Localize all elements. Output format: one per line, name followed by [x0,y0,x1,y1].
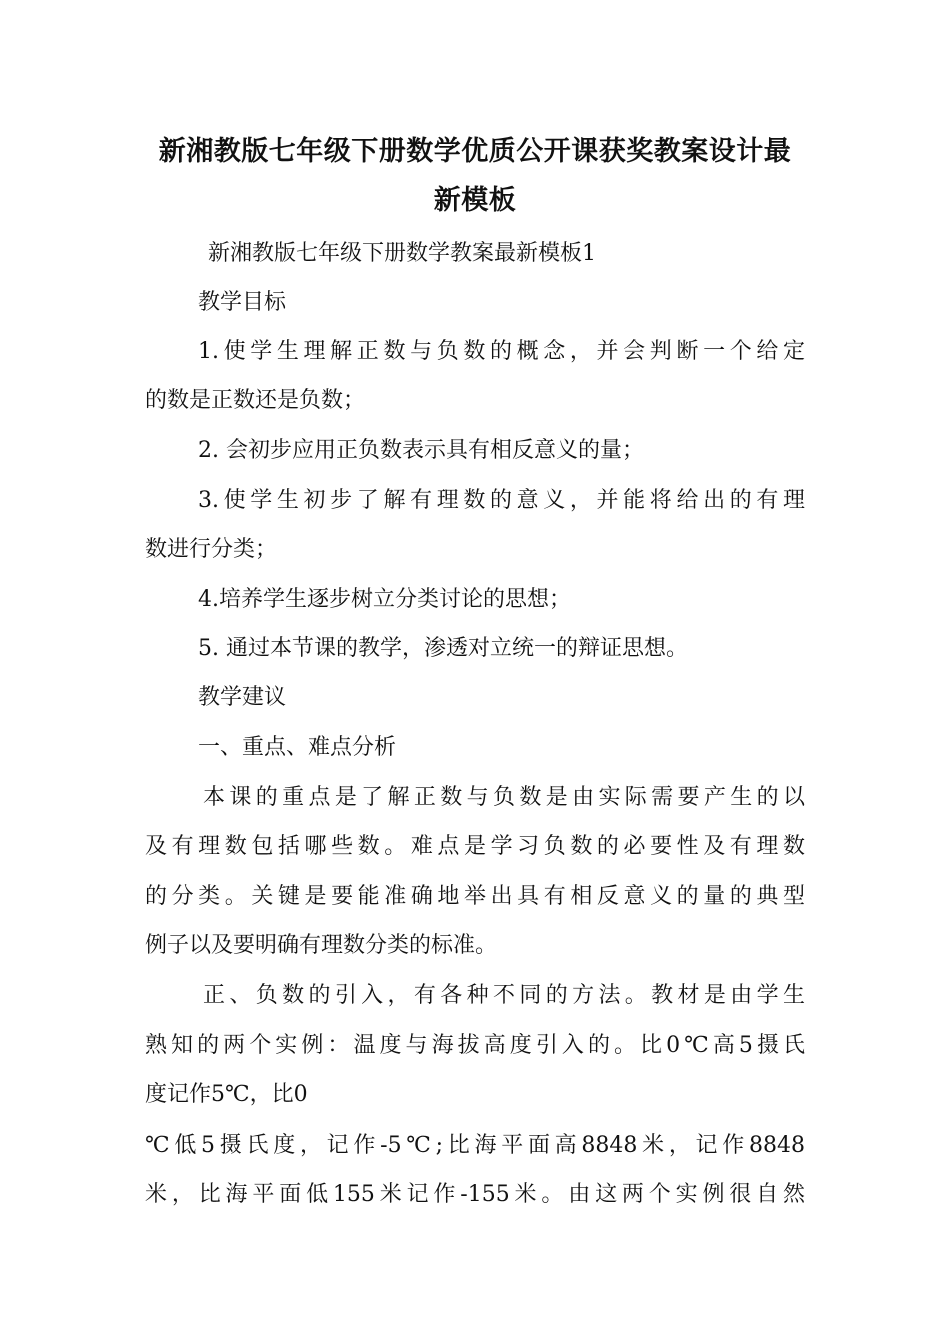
paragraph-2-line-1: 正、负数的引入，有各种不同的方法。教材是由学生 [203,983,805,1008]
heading-teaching-suggestions: 教学建议 [198,685,287,710]
paragraph-2-line-3: 度记作5℃，比0 [145,1082,308,1107]
paragraph-1-line-3: 的分类。关键是要能准确地举出具有相反意义的量的典型 [145,884,805,909]
subheading-key-points: 一、重点、难点分析 [198,735,397,760]
paragraph-2-line-4: ℃低5摄氏度，记作-5℃;比海平面高8848米，记作8848 [145,1133,805,1158]
heading-teaching-goals: 教学目标 [198,290,287,315]
goal-2: 2. 会初步应用正负数表示具有相反意义的量； [198,438,644,463]
goal-1-line-2: 的数是正数还是负数； [145,388,366,413]
document-title-line-1: 新湘教版七年级下册数学优质公开课获奖教案设计最 [158,136,792,167]
goal-3-line-1: 3.使学生初步了解有理数的意义，并能将给出的有理 [198,488,805,513]
paragraph-2-line-2: 熟知的两个实例：温度与海拔高度引入的。比0℃高5摄氏 [145,1033,805,1058]
goal-1-line-1: 1.使学生理解正数与负数的概念，并会判断一个给定 [198,339,805,364]
goal-3-line-2: 数进行分类； [145,537,278,562]
document-title-line-2: 新模板 [433,185,517,216]
paragraph-2-line-5: 米，比海平面低155米记作-155米。由这两个实例很自然 [145,1182,805,1207]
goal-5: 5. 通过本节课的教学，渗透对立统一的辩证思想。 [198,636,688,661]
paragraph-1-line-4: 例子以及要明确有理数分类的标准。 [145,933,498,958]
goal-4: 4.培养学生逐步树立分类讨论的思想； [198,587,571,612]
paragraph-1-line-1: 本课的重点是了解正数与负数是由实际需要产生的以 [203,785,805,810]
section-heading-template-1: 新湘教版七年级下册数学教案最新模板1 [208,241,596,266]
paragraph-1-line-2: 及有理数包括哪些数。难点是学习负数的必要性及有理数 [145,834,805,859]
